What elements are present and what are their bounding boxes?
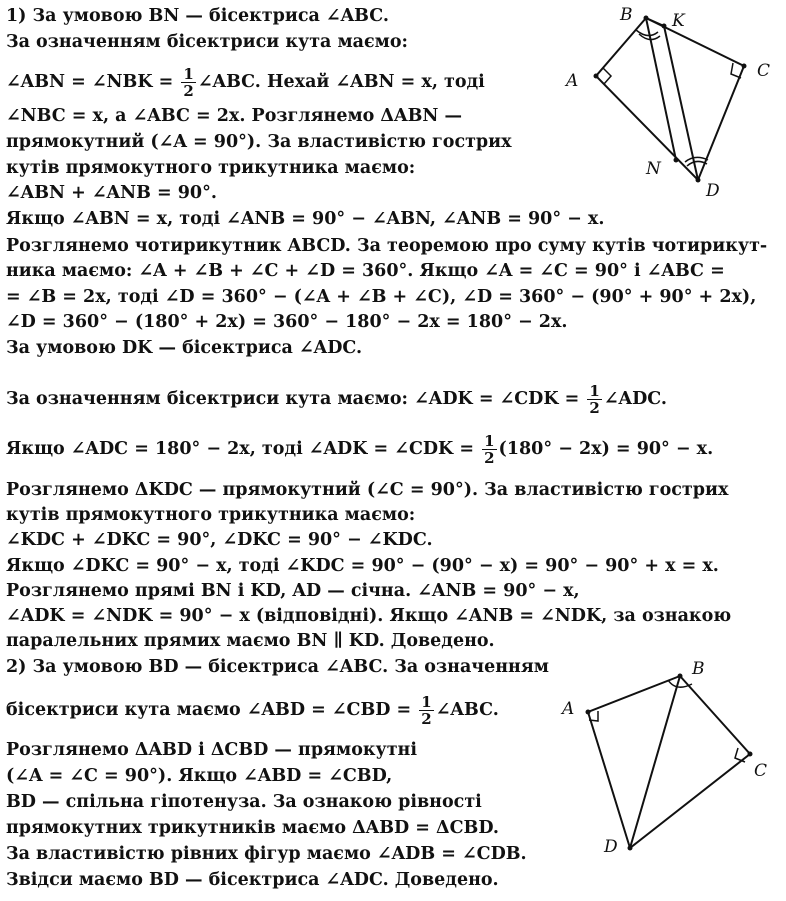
label-D: D bbox=[604, 837, 618, 857]
line-30: Звідси маємо BD — бісектриса ∠ADC. Доведено. bbox=[6, 870, 499, 890]
line-21: ∠ADK = ∠NDK = 90° − x (відповідні). Якщо ∠ANB = ∠NDK, за ознакою bbox=[6, 606, 732, 626]
label-D: D bbox=[706, 181, 720, 200]
line-23: 2) За умовою BD — бісектриса ∠ABC. За означенням bbox=[6, 657, 549, 677]
line-22: паралельних прямих маємо BN ∥ KD. Доведено. bbox=[6, 631, 495, 651]
fraction-half: $\frac{1}{2}$ bbox=[589, 382, 600, 417]
line-25: Розглянемо ΔABD і ΔCBD — прямокутні bbox=[6, 740, 418, 760]
label-K: K bbox=[672, 11, 685, 31]
line-19: Якщо ∠DKC = 90° − x, тоді ∠KDC = 90° − (90° − x) = 90° − 90° + x = x. bbox=[6, 556, 719, 576]
label-B: B bbox=[692, 659, 705, 679]
line-24 bbox=[6, 694, 499, 727]
fraction-half: $\frac{1}{2}$ bbox=[484, 432, 495, 467]
line-20: Розглянемо прямі BN і KD, AD — січна. ∠ANB = 90° − x, bbox=[6, 581, 580, 601]
line-4: ∠NBC = x, а ∠ABC = 2x. Розглянемо ΔABN — bbox=[6, 106, 462, 126]
fraction-half: $\frac{1}{2}$ bbox=[183, 65, 194, 100]
line-14-b: ∠ADC. bbox=[603, 389, 667, 409]
line-5: прямокутний (∠A = 90°). За властивістю гострих bbox=[6, 132, 512, 152]
line-9: Розглянемо чотирикутник ABCD. За теоремою про суму кутів чотирикут- bbox=[6, 236, 768, 256]
line-1: 1) За умовою BN — бісектриса ∠ABC. bbox=[6, 6, 389, 26]
line-3-b: ∠ABC. Нехай ∠ABN = x, тоді bbox=[197, 72, 485, 92]
line-28: прямокутних трикутників маємо ΔABD = ΔCBD. bbox=[6, 818, 499, 838]
label-A: A bbox=[566, 71, 579, 91]
line-6: кутів прямокутного трикутника маємо: bbox=[6, 158, 416, 178]
fraction-half: $\frac{1}{2}$ bbox=[421, 693, 432, 728]
label-B: B bbox=[620, 5, 633, 25]
line-3-a: ∠ABN = ∠NBK = bbox=[6, 72, 180, 92]
label-N: N bbox=[646, 159, 661, 179]
label-C: C bbox=[757, 61, 771, 81]
line-29: За властивістю рівних фігур маємо ∠ADB = ∠CDB. bbox=[6, 844, 527, 864]
line-24-a: бісектриси кута маємо ∠ABD = ∠CBD = bbox=[6, 700, 418, 720]
line-14 bbox=[6, 383, 667, 416]
line-18: ∠KDC + ∠DKC = 90°, ∠DKC = 90° − ∠KDC. bbox=[6, 530, 433, 550]
figure-quadrilateral-1 bbox=[560, 0, 786, 200]
line-3 bbox=[6, 66, 485, 99]
line-15-a: Якщо ∠ADC = 180° − 2x, тоді ∠ADK = ∠CDK = bbox=[6, 439, 481, 459]
label-A: A bbox=[562, 699, 575, 719]
line-2: За означенням бісектриси кута маємо: bbox=[6, 32, 409, 52]
line-15 bbox=[6, 433, 713, 466]
line-24-b: ∠ABC. bbox=[435, 700, 499, 720]
line-12: ∠D = 360° − (180° + 2x) = 360° − 180° − 2x = 180° − 2x. bbox=[6, 312, 568, 332]
figure-quadrilateral-2 bbox=[560, 650, 786, 870]
line-7: ∠ABN + ∠ANB = 90°. bbox=[6, 183, 217, 203]
line-11: = ∠B = 2x, тоді ∠D = 360° − (∠A + ∠B + ∠C), ∠D = 360° − (90° + 90° + 2x), bbox=[6, 287, 757, 307]
line-26: (∠A = ∠C = 90°). Якщо ∠ABD = ∠CBD, bbox=[6, 766, 393, 786]
label-C: C bbox=[754, 761, 768, 781]
line-8: Якщо ∠ABN = x, тоді ∠ANB = 90° − ∠ABN, ∠ANB = 90° − x. bbox=[6, 209, 605, 229]
line-15-b: (180° − 2x) = 90° − x. bbox=[498, 439, 714, 459]
line-16: Розглянемо ΔKDC — прямокутний (∠C = 90°). За властивістю гострих bbox=[6, 480, 729, 500]
line-14-a: За означенням бісектриси кута маємо: ∠ADK = ∠CDK = bbox=[6, 389, 586, 409]
line-27: BD — спільна гіпотенуза. За ознакою рівності bbox=[6, 792, 482, 812]
line-10: ника маємо: ∠A + ∠B + ∠C + ∠D = 360°. Якщо ∠A = ∠C = 90° і ∠ABC = bbox=[6, 261, 725, 281]
line-13: За умовою DK — бісектриса ∠ADC. bbox=[6, 338, 363, 358]
line-17: кутів прямокутного трикутника маємо: bbox=[6, 505, 416, 525]
